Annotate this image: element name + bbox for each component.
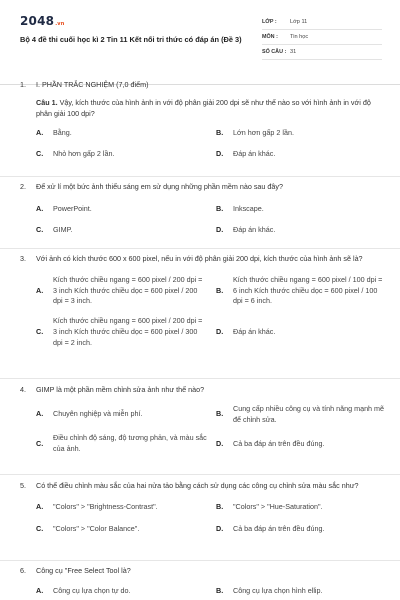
question-text: Công cụ "Free Select Tool là? [36, 566, 131, 575]
meta-value: Tin học [290, 33, 309, 40]
meta-value: 31 [290, 48, 297, 55]
document-header [20, 14, 382, 66]
answer-options [36, 275, 382, 349]
option-b[interactable]: B. Inkscape. [216, 203, 264, 213]
option-b[interactable]: B. Lớn hơn gấp 2 lần. [216, 128, 294, 138]
option-c[interactable]: C. Điều chỉnh độ sáng, độ tương phản, và màu sắc của ảnh. [36, 433, 207, 454]
option-b[interactable]: B. Kích thước chiều ngang = 600 pixel / 100 dpi = 6 inch Kích thước chiều dọc = 600 pixel / 100 dpi = 6 inch. [216, 274, 383, 306]
meta-row-class [262, 15, 382, 30]
option-a[interactable]: A. Kích thước chiều ngang = 600 pixel / 200 dpi = 3 inch Kích thước chiều dọc = 600 pixel / 200 dpi = 3 inch. [36, 274, 203, 306]
option-a[interactable]: A. PowerPoint. [36, 203, 92, 213]
option-c[interactable]: C. Kích thước chiều ngang = 600 pixel / 200 dpi = 3 inch Kích thước chiều dọc = 600 pixel / 300 dpi = 2 inch. [36, 316, 203, 347]
meta-label: SỐ CÂU : [262, 48, 287, 55]
question-number: 1. [20, 80, 26, 89]
section-title: I. PHẦN TRẮC NGHIỆM (7,0 điểm) [36, 80, 149, 89]
question-1 [20, 80, 382, 160]
question-text: Câu 1. Vậy, kích thước của hình ảnh in với độ phân giải 200 dpi sẽ như thế nào so với hình ảnh in với độ phân giải 100 dpi? [36, 97, 371, 118]
question-number: 6. [20, 566, 26, 575]
option-d[interactable]: D. Đáp án khác. [216, 149, 276, 159]
brand-block [20, 14, 255, 45]
option-c[interactable]: C. "Colors" > "Color Balance". [36, 523, 140, 533]
option-a[interactable]: A. Bằng. [36, 128, 72, 138]
exam-meta [262, 15, 382, 60]
question-separator [0, 176, 400, 177]
option-c[interactable]: C. GIMP. [36, 224, 73, 234]
question-number: 4. [20, 385, 26, 394]
option-b[interactable]: B. Cung cấp nhiều công cụ và tính năng mạnh mẽ để chỉnh sửa. [216, 403, 385, 424]
option-a[interactable]: A. Công cụ lựa chọn tự do. [36, 585, 131, 595]
question-4 [20, 385, 385, 455]
meta-row-subject [262, 30, 382, 45]
meta-row-count [262, 45, 382, 60]
answer-options [36, 586, 382, 597]
option-b[interactable]: B. Công cụ lựa chọn hình ellip. [216, 585, 323, 595]
meta-label: LỚP : [262, 18, 277, 25]
question-text: Với ảnh có kích thước 600 x 600 pixel, nếu in với độ phân giải 200 dpi, kích thước của hình ảnh sẽ là? [36, 254, 363, 263]
question-number: 3. [20, 254, 26, 263]
document-title: Bộ 4 đề thi cuối học kì 2 Tin 11 Kết nối tri thức có đáp án (Đề 3) [20, 34, 242, 44]
answer-options [36, 403, 385, 455]
question-2 [20, 182, 382, 235]
question-separator [0, 248, 400, 249]
option-c[interactable]: C. Nhỏ hơn gấp 2 lần. [36, 149, 115, 159]
question-6 [20, 566, 382, 597]
question-text: GIMP là một phần mềm chỉnh sửa ảnh như thế nào? [36, 385, 205, 394]
answer-options [36, 502, 382, 535]
option-d[interactable]: D. Cả ba đáp án trên đều đúng. [216, 438, 325, 448]
question-3 [20, 254, 382, 349]
option-d[interactable]: D. Cả ba đáp án trên đều đúng. [216, 523, 325, 533]
site-logo[interactable]: 2048.vn [20, 14, 65, 28]
question-separator [0, 474, 400, 475]
meta-value: Lớp 11 [290, 18, 308, 25]
option-d[interactable]: D. Đáp án khác. [216, 224, 276, 234]
option-b[interactable]: B. "Colors" > "Hue-Saturation". [216, 501, 323, 511]
question-separator [0, 378, 400, 379]
option-a[interactable]: A. Chuyên nghiệp và miễn phí. [36, 409, 143, 419]
question-5 [20, 481, 382, 534]
option-a[interactable]: A. "Colors" > "Brightness-Contrast". [36, 501, 158, 511]
question-text: Có thể điều chỉnh màu sắc của hai nửa tảo bằng cách sử dụng các công cụ chỉnh sửa màu sắc như? [36, 481, 359, 490]
question-separator [0, 560, 400, 561]
option-d[interactable]: D. Đáp án khác. [216, 326, 276, 336]
answer-options [36, 204, 382, 236]
question-number: 2. [20, 182, 26, 191]
question-text: Để xử lí một bức ảnh thiếu sáng em sử dụng những phần mềm nào sau đây? [36, 182, 283, 191]
question-number: 5. [20, 481, 26, 490]
answer-options [36, 128, 382, 160]
meta-label: MÔN : [262, 33, 278, 40]
